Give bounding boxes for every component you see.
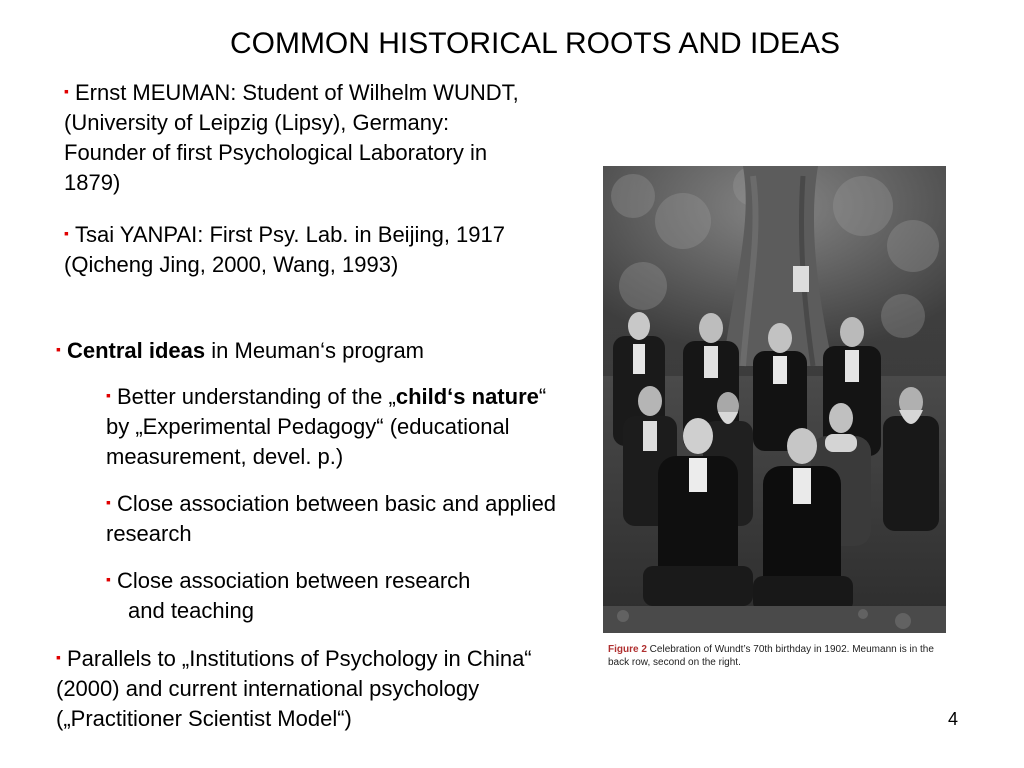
sub3-line1: Close association between research [116,568,471,593]
bullet-marker: ▪ [106,387,111,403]
bullet-parallels [56,642,556,734]
slide-title: COMMON HISTORICAL ROOTS AND IDEAS [229,27,841,60]
bullet-meuman-text: Ernst MEUMAN: Student of Wilhelm WUNDT, (University of Leipzig (Lipsy), Germany: Founder of first Psychological Laboratory in 1879) [64,80,519,195]
sub-bullet-basic-applied [106,487,566,549]
group-photo-image [603,166,946,633]
caption-figure-label: Figure 2 [608,644,647,655]
page-number: 4 [948,709,959,729]
sub3-line2: and teaching [128,598,254,623]
sub2-text: Close association between basic and applied research [106,491,557,546]
photo-caption [608,643,956,669]
bullet-marker: ▪ [106,571,111,587]
sub1-post: “ by „Experimental Pedagogy“ (educational measurement, devel. p.) [106,384,547,469]
sub1-bold: child‘s nature [395,384,539,409]
sub-bullet-research-teaching [106,564,576,626]
bullet-parallels-text: Parallels to „Institutions of Psychology in China“ (2000) and current international psychology („Practitioner Scientist Model“) [56,646,532,731]
historical-group-photo [603,166,946,633]
caption-text: Celebration of Wundt’s 70th birthday in 1902. Meumann is in the back row, second on the right. [608,644,934,668]
central-ideas-rest: in Meuman‘s program [205,338,425,363]
bullet-central-ideas [56,334,556,366]
bullet-yanpai-text: Tsai YANPAI: First Psy. Lab. in Beijing, 1917 (Qicheng Jing, 2000, Wang, 1993) [64,222,505,277]
sub1-pre: Better understanding of the „ [116,384,396,409]
bullet-marker: ▪ [56,649,61,665]
bullet-marker: ▪ [64,83,69,99]
bullet-meuman [64,76,534,198]
sub-bullet-childs-nature [106,380,556,472]
bullet-yanpai [64,218,534,280]
bullet-marker: ▪ [64,225,69,241]
central-ideas-bold: Central ideas [66,338,206,363]
bullet-marker: ▪ [106,494,111,510]
bullet-marker: ▪ [56,341,61,357]
